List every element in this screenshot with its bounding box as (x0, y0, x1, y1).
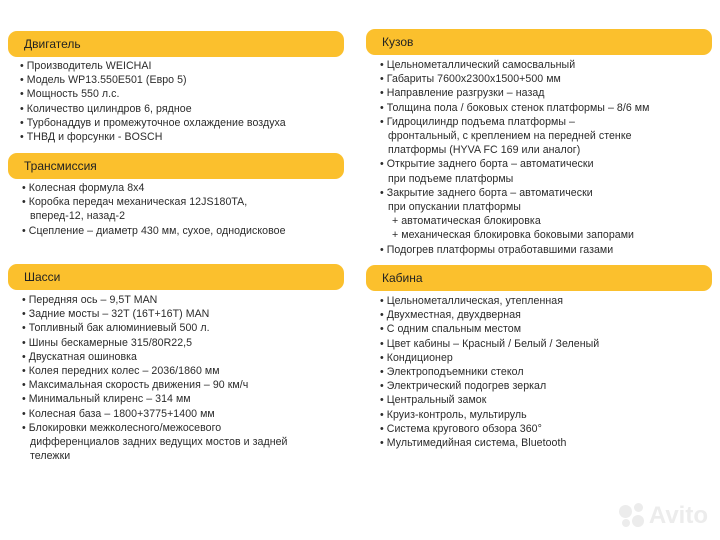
list-item: при опускании платформы (388, 201, 521, 214)
list-item: • Система кругового обзора 360° (380, 422, 542, 435)
list-item: • Минимальный клиренс – 314 мм (22, 393, 191, 406)
avito-watermark-text: Avito (648, 502, 708, 529)
list-item: • Круиз-контроль, мультируль (380, 408, 527, 421)
list-item: • Задние мосты – 32T (16T+16T) MAN (22, 308, 210, 321)
list-item: • Коробка передач механическая 12JS180TA, (22, 196, 248, 209)
list-item: • Центральный замок (380, 394, 487, 407)
list-item: платформы (HYVA FC 169 или аналог) (388, 144, 581, 157)
chassis-section (8, 264, 344, 463)
engine-list (8, 59, 344, 144)
list-item: • Цвет кабины – Красный / Белый / Зеленый (380, 337, 600, 350)
transmission-list (8, 181, 344, 238)
list-item: • Мощность 550 л.с. (20, 88, 120, 101)
list-item: • Гидроцилиндр подъема платформы – (380, 115, 575, 128)
body-header: Кузов (366, 29, 712, 55)
list-item: • Шины бескамерные 315/80R22,5 (22, 336, 193, 349)
list-item: • Кондиционер (380, 351, 453, 364)
list-item: • Электроподъемники стекол (380, 366, 524, 379)
list-item: • Блокировки межколесного/межосевого (22, 421, 222, 434)
avito-logo-icon (619, 503, 645, 529)
body-list (366, 58, 712, 257)
engine-section (8, 31, 344, 144)
list-item: • Цельнометаллическая, утепленная (380, 295, 563, 307)
chassis-header: Шасси (8, 264, 344, 290)
cabin-section (366, 265, 712, 450)
list-item: • Закрытие заднего борта – автоматически (380, 186, 593, 199)
list-item: • Сцепление – диаметр 430 мм, сухое, однодисковое (22, 224, 286, 237)
list-item: • Модель WP13.550E501 (Евро 5) (20, 74, 187, 87)
list-item: дифференциалов задних ведущих мостов и задней (30, 436, 288, 449)
list-item: • Направление разгрузки – назад (380, 87, 545, 100)
list-item: • ТНВД и форсунки - BOSCH (20, 131, 163, 144)
list-item: • Двускатная ошиновка (22, 350, 137, 363)
list-item: • Передняя ось – 9,5T MAN (22, 294, 158, 306)
list-item: • Подогрев платформы отработавшими газами (380, 243, 614, 256)
list-item: тележки (30, 450, 71, 463)
cabin-header: Кабина (366, 265, 712, 291)
list-item: • Производитель WEICHAI (20, 60, 152, 72)
list-item: вперед-12, назад-2 (30, 210, 126, 223)
list-item: • Открытие заднего борта – автоматически (380, 158, 594, 171)
list-item: • Топливный бак алюминиевый 500 л. (22, 322, 210, 335)
list-item: • С одним спальным местом (380, 323, 522, 336)
list-item: + механическая блокировка боковыми запорами (392, 229, 635, 242)
list-item: • Колесная база – 1800+3775+1400 мм (22, 407, 215, 420)
body-section (366, 29, 712, 257)
list-item: • Колесная формула 8х4 (22, 182, 145, 194)
transmission-section (8, 153, 344, 238)
list-item: + автоматическая блокировка (392, 215, 541, 228)
list-item: • Электрический подогрев зеркал (380, 380, 547, 393)
list-item: • Максимальная скорость движения – 90 км/ч (22, 379, 249, 392)
transmission-header: Трансмиссия (8, 153, 344, 179)
list-item: • Габариты 7600х2300х1500+500 мм (380, 73, 561, 86)
avito-watermark (619, 502, 708, 530)
list-item: • Количество цилиндров 6, рядное (20, 102, 192, 115)
list-item: • Цельнометаллический самосвальный (380, 59, 576, 71)
list-item: • Толщина пола / боковых стенок платформы – 8/6 мм (380, 101, 650, 114)
list-item: при подъеме платформы (388, 172, 514, 185)
list-item: • Двухместная, двухдверная (380, 309, 521, 322)
list-item: • Мультимедийная система, Bluetooth (380, 437, 567, 450)
engine-header: Двигатель (8, 31, 344, 57)
list-item: • Турбонаддув и промежуточное охлаждение воздуха (20, 116, 286, 129)
cabin-list (366, 294, 712, 450)
chassis-list (8, 293, 344, 463)
list-item: фронтальный, с креплением на передней стенке (388, 130, 632, 143)
list-item: • Колея передних колес – 2036/1860 мм (22, 365, 220, 378)
